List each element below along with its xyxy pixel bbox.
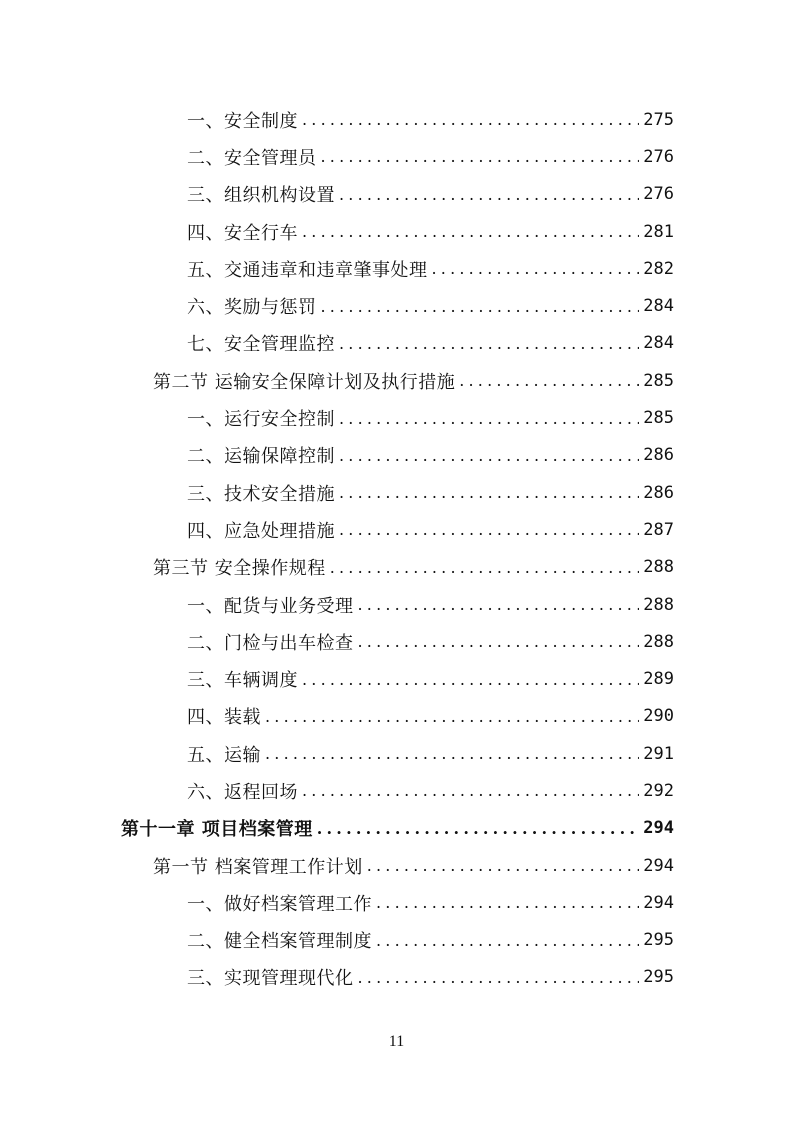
toc-entry-title: 二、运输保障控制 [187, 446, 335, 468]
toc-entry-title: 一、运行安全控制 [187, 409, 335, 431]
dot-leader [339, 334, 639, 353]
table-of-contents [0, 101, 793, 996]
toc-entry-title: 四、装载 [187, 707, 261, 729]
toc-entry-title: 二、健全档案管理制度 [187, 931, 372, 953]
toc-entry-page: 290 [643, 706, 674, 727]
dot-leader [321, 147, 640, 166]
toc-entry-title: 五、运输 [187, 744, 261, 766]
toc-entry-page: 288 [643, 594, 674, 615]
toc-entry[interactable] [187, 325, 674, 362]
toc-entry-title: 三、车辆调度 [187, 670, 298, 692]
dot-leader [265, 707, 639, 726]
toc-entry[interactable] [187, 735, 674, 772]
toc-entry-title: 一、安全制度 [187, 110, 298, 132]
toc-entry-page: 295 [643, 967, 674, 988]
dot-leader [339, 185, 639, 204]
dot-leader [339, 446, 639, 465]
dot-leader [330, 558, 640, 577]
toc-entry-title: 一、配货与业务受理 [187, 595, 354, 617]
toc-entry-page: 285 [643, 370, 674, 391]
toc-entry-page: 288 [643, 631, 674, 652]
toc-entry-title: 第三节 安全操作规程 [153, 558, 326, 580]
toc-entry[interactable] [187, 884, 674, 921]
toc-entry[interactable] [187, 474, 674, 511]
toc-entry[interactable] [187, 959, 674, 996]
dot-leader [317, 819, 640, 838]
toc-entry-page: 276 [643, 146, 674, 167]
toc-entry[interactable] [187, 250, 674, 287]
toc-entry-page: 295 [643, 930, 674, 951]
toc-entry-page: 285 [643, 408, 674, 429]
toc-entry[interactable] [187, 623, 674, 660]
toc-entry-page: 281 [643, 221, 674, 242]
dot-leader [367, 856, 640, 875]
dot-leader [339, 409, 639, 428]
toc-entry-title: 四、安全行车 [187, 222, 298, 244]
toc-entry[interactable] [187, 660, 674, 697]
toc-entry-page: 294 [643, 818, 674, 839]
toc-entry-title: 三、实现管理现代化 [187, 968, 354, 990]
toc-entry-title: 第一节 档案管理工作计划 [153, 856, 363, 878]
toc-entry-page: 288 [643, 557, 674, 578]
toc-entry-page: 294 [643, 892, 674, 913]
toc-entry-title: 七、安全管理监控 [187, 334, 335, 356]
toc-entry-title: 三、组织机构设置 [187, 185, 335, 207]
toc-entry-title: 五、交通违章和违章肇事处理 [187, 259, 428, 281]
toc-entry-page: 291 [643, 743, 674, 764]
toc-entry-title: 二、门检与出车检查 [187, 632, 354, 654]
dot-leader [358, 968, 640, 987]
toc-entry-page: 275 [643, 109, 674, 130]
toc-entry-title: 三、技术安全措施 [187, 483, 335, 505]
toc-entry[interactable] [187, 511, 674, 548]
toc-entry[interactable] [187, 176, 674, 213]
toc-entry-title: 六、奖励与惩罚 [187, 297, 317, 319]
dot-leader [358, 632, 640, 651]
dot-leader [339, 520, 639, 539]
dot-leader [358, 595, 640, 614]
toc-entry-title: 一、做好档案管理工作 [187, 893, 372, 915]
toc-section-entry[interactable] [153, 847, 674, 884]
toc-entry-page: 282 [643, 258, 674, 279]
toc-entry[interactable] [187, 287, 674, 324]
toc-entry[interactable] [187, 437, 674, 474]
dot-leader [302, 222, 639, 241]
dot-leader [376, 931, 639, 950]
toc-entry[interactable] [187, 586, 674, 623]
toc-entry-page: 276 [643, 184, 674, 205]
toc-entry[interactable] [187, 213, 674, 250]
dot-leader [376, 893, 639, 912]
toc-entry-page: 289 [643, 669, 674, 690]
toc-entry-page: 284 [643, 296, 674, 317]
dot-leader [302, 781, 639, 800]
dot-leader [432, 259, 640, 278]
page-number: 11 [388, 1033, 405, 1050]
toc-entry-title: 二、安全管理员 [187, 147, 317, 169]
toc-entry[interactable] [187, 698, 674, 735]
toc-entry-title: 第十一章 项目档案管理 [121, 819, 313, 841]
toc-entry-page: 287 [643, 519, 674, 540]
toc-entry-page: 286 [643, 445, 674, 466]
dot-leader [302, 670, 639, 689]
toc-entry-page: 294 [643, 855, 674, 876]
dot-leader [265, 744, 639, 763]
toc-section-entry[interactable] [153, 362, 674, 399]
toc-entry-title: 四、应急处理措施 [187, 520, 335, 542]
toc-entry-title: 六、返程回场 [187, 781, 298, 803]
toc-section-entry[interactable] [153, 549, 674, 586]
dot-leader [302, 110, 639, 129]
dot-leader [339, 483, 639, 502]
dot-leader [321, 297, 640, 316]
toc-entry-page: 286 [643, 482, 674, 503]
toc-entry[interactable] [187, 138, 674, 175]
toc-entry[interactable] [187, 101, 674, 138]
toc-entry[interactable] [187, 922, 674, 959]
dot-leader [459, 371, 639, 390]
toc-chapter-entry[interactable] [121, 810, 674, 847]
toc-entry-page: 292 [643, 780, 674, 801]
toc-entry[interactable] [187, 772, 674, 809]
toc-entry[interactable] [187, 399, 674, 436]
toc-entry-title: 第二节 运输安全保障计划及执行措施 [153, 371, 456, 393]
toc-entry-page: 284 [643, 333, 674, 354]
